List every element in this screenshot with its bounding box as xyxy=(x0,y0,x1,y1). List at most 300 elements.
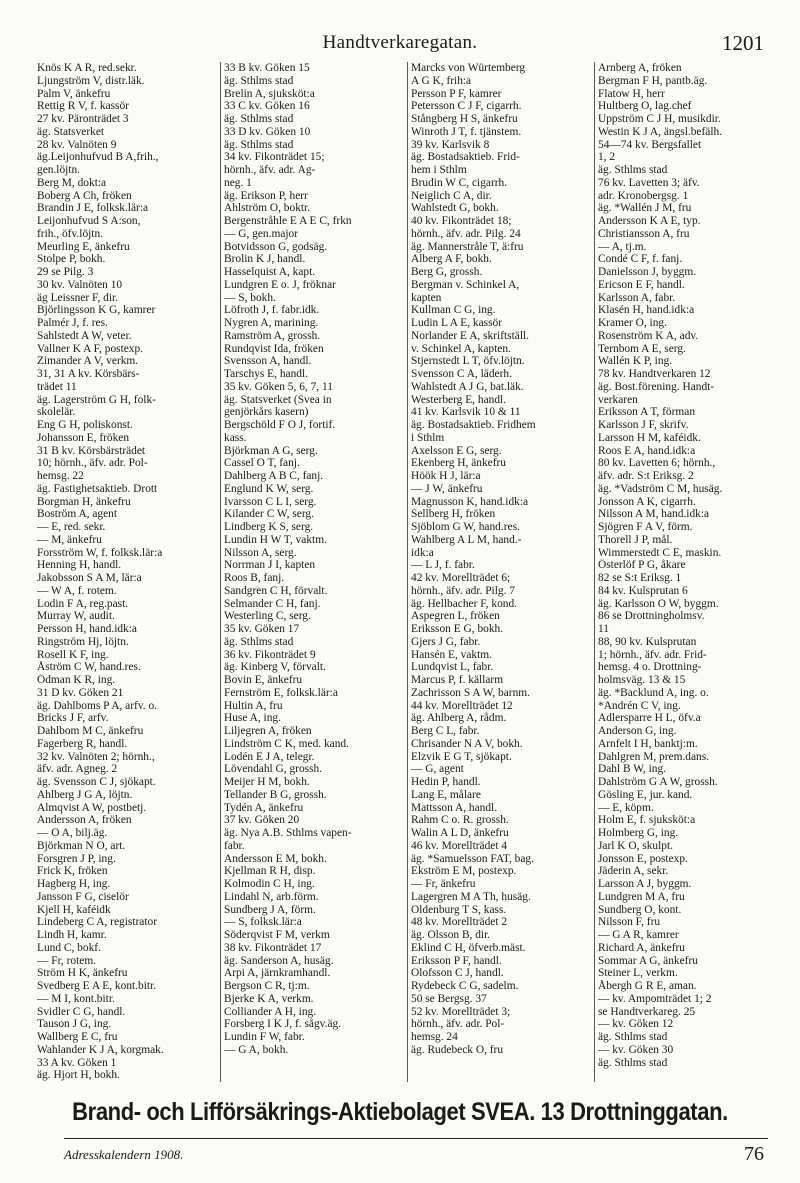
entry-line: Marcks von Würtemberg xyxy=(411,62,526,74)
entry-line: Söderqvist F M, verkm xyxy=(224,929,330,941)
entry-line: Tarschys E, handl. xyxy=(224,368,308,380)
entry-line: äg. Sthlms stad xyxy=(224,113,294,125)
entry-line: Leijonhufvud S A:son, xyxy=(37,215,141,227)
entry-line: 50 se Bergsg. 37 xyxy=(411,992,487,1005)
entry-line: 1, 2 xyxy=(598,151,616,164)
entry-line: Brelin A, sjuksköt:a xyxy=(224,87,315,100)
entry-line: 11 xyxy=(598,623,609,635)
entry-line: Fagerberg R, handl. xyxy=(37,737,128,750)
entry-line: — A, tj.m. xyxy=(598,240,647,253)
entry-line: Nilsson A M, hand.idk:a xyxy=(598,508,710,521)
entry-line: Lundgren E o. J, fröknar xyxy=(224,278,336,291)
entry-line: Westin K J A, ängsl.befälh. xyxy=(598,125,723,138)
entry-line: 40 kv. Fikonträdet 18; xyxy=(411,215,512,227)
entry-line: Rosell K F, ing. xyxy=(37,648,109,661)
entry-line: 1; hörnh., äfv. adr. Frid- xyxy=(598,648,707,661)
entry-line: — W A, f. rotem. xyxy=(37,584,117,597)
entry-line: Zachrisson S A W, barnm. xyxy=(411,686,530,699)
entry-line: Bjerke K A, verkm. xyxy=(224,992,314,1005)
entry-line: Aspegren L, fröken xyxy=(411,610,500,623)
entry-line: Forsström W, f. folksk.lär:a xyxy=(37,546,163,559)
entry-line: 54—74 kv. Bergsfallet xyxy=(598,138,702,151)
entry-line: Bergson C R, tj:m. xyxy=(224,980,310,992)
directory-columns xyxy=(34,62,778,1082)
entry-line: Marcus P, f. källarm xyxy=(411,674,504,686)
entry-line: Rundqvist Ida, fröken xyxy=(224,342,324,355)
entry-line: Ternbom A E, serg. xyxy=(598,342,686,355)
entry-line: Murray W, audit. xyxy=(37,610,115,623)
entry-line: Borgman H, änkefru xyxy=(37,495,131,508)
entry-line: Hultin A, fru xyxy=(224,699,283,712)
entry-line: 37 kv. Göken 20 xyxy=(224,814,300,827)
entry-line: Ludin L A E, kassör xyxy=(411,317,503,329)
entry-line: äg. Hellbacher F, kond. xyxy=(411,597,518,610)
entry-line: äg. Erikson P, herr xyxy=(224,189,308,202)
entry-line: — Fr, änkefru xyxy=(411,878,476,890)
entry-line: Uppström C J H, musikdir. xyxy=(598,113,721,125)
entry-line: Boström A, agent xyxy=(37,508,118,521)
entry-line: Löfroth J, f. fabr.idk. xyxy=(224,304,320,317)
entry-line: Ödman K R, ing. xyxy=(37,674,116,686)
entry-line: Chrisander N A V, bokh. xyxy=(411,737,523,750)
entry-line: 39 kv. Karlsvik 8 xyxy=(411,138,490,151)
entry-line: Dahl B W, ing. xyxy=(598,763,667,776)
entry-line: Wallberg E C, fru xyxy=(37,1031,118,1043)
entry-line: Forsgren J P, ing. xyxy=(37,852,116,865)
entry-line: äg Leissner F, dir. xyxy=(37,291,119,304)
entry-line: Sommar A G, änkefru xyxy=(598,954,698,967)
entry-line: 33 C kv. Göken 16 xyxy=(224,100,310,113)
entry-line: Lindeberg C A, registrator xyxy=(37,916,157,929)
entry-line: Ivarsson C L I, serg. xyxy=(224,495,317,508)
entry-line: Berg C L, fabr. xyxy=(411,725,480,737)
entry-line: äfv. adr. S:t Eriksg. 2 xyxy=(598,470,694,482)
entry-line: Persson H, hand.idk:a xyxy=(37,623,137,635)
entry-line: — L J, f. fabr. xyxy=(411,559,475,572)
entry-line: Lundin F W, fabr. xyxy=(224,1031,305,1043)
entry-line: Danielsson J, byggm. xyxy=(598,266,697,278)
entry-line: 35 kv. Göken 17 xyxy=(224,623,300,635)
entry-line: Björlingsson K G, kamrer xyxy=(37,304,156,317)
entry-line: 44 kv. Morellträdet 12 xyxy=(411,699,513,712)
entry-line: *Andrén C V, ing. xyxy=(598,699,681,712)
entry-line: — M I, kont.bitr. xyxy=(37,992,115,1005)
entry-line: Meijer H M, bokh. xyxy=(224,776,310,788)
entry-line: Tellander B G, grossh. xyxy=(224,788,327,801)
entry-line: äg. Sthlms stad xyxy=(598,1056,668,1069)
entry-line: Höök H J, lär:a xyxy=(411,470,481,482)
entry-line: hörnh., äfv. adr. Pol- xyxy=(411,1018,505,1031)
entry-line: Holmberg G, ing. xyxy=(598,827,679,839)
entry-line: Bergman v. Schinkel A, xyxy=(411,278,520,291)
entry-line: Stångberg H S, änkefru xyxy=(411,113,518,125)
entry-line: — S, folksk.lär:a xyxy=(224,916,302,929)
entry-line: Magnusson K, hand.idk:a xyxy=(411,495,529,508)
entry-line: Flatow H, herr xyxy=(598,87,665,100)
column-4 xyxy=(594,62,781,1082)
entry-line: hemsg. 22 xyxy=(37,470,84,482)
entry-line: Alberg A F, bokh. xyxy=(411,253,492,266)
page-footer xyxy=(64,1138,768,1169)
entry-line: Jäderin A, sekr. xyxy=(598,865,669,878)
entry-line: äg.Leijonhufvud B A,frih., xyxy=(37,151,159,164)
entry-line: äg. *Samuelsson FAT, bag. xyxy=(411,852,534,865)
entry-line: 30 kv. Valnöten 10 xyxy=(37,278,123,291)
entry-line: — E, köpm. xyxy=(598,801,654,814)
entry-line: äg. Sthlms stad xyxy=(224,635,294,648)
entry-line: verkaren xyxy=(598,393,638,406)
entry-line: äfv. adr. Agneg. 2 xyxy=(37,763,118,776)
entry-line: äg. *Vadström C M, husäg. xyxy=(598,482,723,495)
entry-line: idk:a xyxy=(411,546,434,559)
entry-line: 80 kv. Lavetten 6; hörnh., xyxy=(598,457,716,470)
entry-line: hem i Sthlm xyxy=(411,164,467,176)
entry-line: 31 B kv. Körsbärsträdet xyxy=(37,444,146,457)
entry-line: frih., öfv.löjtn. xyxy=(37,227,104,240)
entry-line: äg. Fastighetsaktieb. Drott xyxy=(37,482,158,495)
entry-line: — J W, änkefru xyxy=(411,482,483,495)
entry-line: Fernström E, folksk.lär:a xyxy=(224,686,338,699)
entry-line: 33 D kv. Göken 10 xyxy=(224,125,311,138)
entry-line: Tydén A, änkefru xyxy=(224,801,304,814)
entry-line: Zimander A V, verkm. xyxy=(37,355,139,368)
entry-line: 35 kv. Göken 5, 6, 7, 11 xyxy=(224,380,333,393)
entry-line: Ekenberg H, änkefru xyxy=(411,457,506,470)
entry-line: Larsson H M, kaféidk. xyxy=(598,431,701,444)
entry-line: Karlsson J F, skrifv. xyxy=(598,419,689,431)
entry-line: 84 kv. Kulsprutan 6 xyxy=(598,584,688,597)
entry-line: Neiglich C A, dir. xyxy=(411,189,492,202)
entry-line: Kramer O, ing. xyxy=(598,317,667,329)
entry-line: Sundberg O, kont. xyxy=(598,903,682,916)
entry-line: Meurling E, änkefru xyxy=(37,240,130,253)
entry-line: Sjöblom G W, hand.res. xyxy=(411,521,520,533)
entry-line: — O A, bilj.äg. xyxy=(37,827,108,839)
entry-line: 76 kv. Lavetten 3; äfv. xyxy=(598,176,700,189)
entry-line: 78 kv. Handtverkaren 12 xyxy=(598,368,711,380)
entry-line: Larsson A J, byggm. xyxy=(598,878,692,890)
entry-line: Rahm C o. R. grossh. xyxy=(411,814,509,827)
entry-line: hörnh., äfv. adr. Pilg. 24 xyxy=(411,227,521,240)
entry-line: 48 kv. Morellträdet 2 xyxy=(411,916,508,929)
entry-line: 88, 90 kv. Kulsprutan xyxy=(598,635,697,648)
entry-line: Lagergren M A Th, husäg. xyxy=(411,890,531,903)
entry-line: Lindh H, kamr. xyxy=(37,929,107,941)
entry-line: äg. Sthlms stad xyxy=(224,74,294,87)
entry-line: Tauson J G, ing. xyxy=(37,1018,112,1031)
entry-line: Lodén E J A, telegr. xyxy=(224,750,315,763)
entry-line: holmsväg. 13 & 15 xyxy=(598,674,686,686)
entry-line: 29 se Pilg. 3 xyxy=(37,266,94,278)
entry-line: äg. Hjort H, bokh. xyxy=(37,1069,120,1082)
entry-line: Anderson G, ing. xyxy=(598,725,677,737)
entry-line: Andersson A, fröken xyxy=(37,814,132,827)
entry-line: Gösling E, jur. kand. xyxy=(598,788,693,801)
entry-line: Sahlstedt A W, veter. xyxy=(37,329,132,342)
entry-line: Johansson E, fröken xyxy=(37,431,130,444)
entry-line: äg. Ahlberg A, rådm. xyxy=(411,712,507,725)
entry-line: Kullman C G, ing. xyxy=(411,304,496,317)
entry-line: Svedberg E A E, kont.bitr. xyxy=(37,980,157,992)
entry-line: genjörkårs kasern) xyxy=(224,406,309,419)
entry-line: neg. 1 xyxy=(224,176,252,189)
entry-line: kass. xyxy=(224,431,247,444)
entry-line: — kv. Göken 12 xyxy=(598,1018,674,1031)
entry-line: Wallén K P, ing. xyxy=(598,355,673,368)
entry-line: Hedin P, handl. xyxy=(411,776,481,788)
entry-line: Kolmodin C H, ing. xyxy=(224,878,315,890)
entry-line: Boberg A Ch, fröken xyxy=(37,189,132,202)
entry-line: Lund C, bokf. xyxy=(37,941,101,954)
entry-line: Klasén H, hand.idk:a xyxy=(598,304,695,317)
entry-line: Henning H, handl. xyxy=(37,559,122,572)
entry-line: äg. Bostadsaktieb. Frid- xyxy=(411,151,520,164)
entry-line: Westerberg E, handl. xyxy=(411,393,507,406)
entry-line: äg. Rudebeck O, fru xyxy=(411,1043,504,1056)
entry-line: Andersson K A E, typ. xyxy=(598,215,701,227)
entry-line: Botvidsson G, godsäg. xyxy=(224,240,328,253)
entry-line: Rosenström K A, adv. xyxy=(598,329,699,342)
entry-line: äg. Statsverket xyxy=(37,125,105,138)
entry-line: Walin A L D, änkefru xyxy=(411,827,509,839)
entry-line: Ljungström V, distr.läk. xyxy=(37,74,145,87)
entry-line: äg. Svensson C J, sjökapt. xyxy=(37,776,156,788)
entry-line: Roos B, fanj. xyxy=(224,572,285,584)
entry-line: Hagberg H, ing. xyxy=(37,878,111,890)
entry-line: Elzvik E G T, sjökapt. xyxy=(411,750,512,763)
entry-line: Selmander C H, fanj. xyxy=(224,597,321,610)
entry-line: Eng G H, poliskonst. xyxy=(37,419,133,431)
entry-line: Almqvist A W, postbetj. xyxy=(37,801,147,814)
entry-line: 38 kv. Fikonträdet 17 xyxy=(224,941,322,954)
entry-line: fabr. xyxy=(224,839,245,852)
entry-line: Gjers J G, fabr. xyxy=(411,635,481,648)
entry-line: Lindström C K, med. kand. xyxy=(224,737,349,750)
entry-line: — G A R, kamrer xyxy=(598,929,679,941)
entry-line: Berg G, grossh. xyxy=(411,266,483,278)
svea-advertisement: Brand- och Lifförsäkrings-Aktiebolaget SVEA. 13 Drottninggatan. xyxy=(72,1097,728,1126)
entry-line: Eriksson P F, handl. xyxy=(411,954,502,967)
entry-line: Persson P F, kamrer xyxy=(411,87,502,100)
entry-line: Cassel O T, fanj. xyxy=(224,457,300,470)
entry-line: v. Schinkel A, kapten. xyxy=(411,342,511,355)
entry-line: Svidler C G, handl. xyxy=(37,1005,126,1018)
entry-line: Kjellman R H, disp. xyxy=(224,865,316,878)
entry-line: Kilander C W, serg. xyxy=(224,508,314,521)
entry-line: Lundin H W T, vaktm. xyxy=(224,533,327,546)
entry-line: Ramström A, grossh. xyxy=(224,329,321,342)
entry-line: Wahlander K J A, korgmak. xyxy=(37,1043,164,1056)
entry-line: — S, bokh. xyxy=(224,291,276,304)
entry-line: Frick K, fröken xyxy=(37,865,108,878)
entry-line: Bovin E, änkefru xyxy=(224,674,303,686)
entry-line: Norrman J I, kapten xyxy=(224,559,316,572)
entry-line: Steiner L, verkm. xyxy=(598,967,678,980)
entry-line: Wimmerstedt C E, maskin. xyxy=(598,546,722,559)
entry-line: — kv. Göken 30 xyxy=(598,1043,674,1056)
entry-line: 46 kv. Morellträdet 4 xyxy=(411,839,508,852)
entry-line: Englund K W, serg. xyxy=(224,482,314,495)
entry-line: äg. Lagerström G H, folk- xyxy=(37,393,156,406)
entry-line: Jarl K O, skulpt. xyxy=(598,839,673,852)
entry-line: Kjell H, kaféidk xyxy=(37,903,111,916)
entry-line: — E, red. sekr. xyxy=(37,521,106,533)
entry-line: Sjögren F A V, förm. xyxy=(598,521,693,533)
footer-source: Adresskalendern 1908. xyxy=(64,1147,184,1162)
entry-line: Lang E, målare xyxy=(411,788,481,801)
entry-line: Arpi A, järnkramhandl. xyxy=(224,967,331,980)
entry-line: Nilsson A, serg. xyxy=(224,546,297,559)
street-title: Handtverkaregatan. xyxy=(322,32,478,53)
entry-line: Axelsson E G, serg. xyxy=(411,444,502,457)
entry-line: Lundqvist L, fabr. xyxy=(411,661,494,674)
entry-line: äg. Mannerstråle T, ä:fru xyxy=(411,240,524,253)
entry-line: Jansson F G, ciselör xyxy=(37,890,129,903)
entry-line: Hasselquist A, kapt. xyxy=(224,266,316,278)
entry-line: 27 kv. Päronträdet 3 xyxy=(37,113,129,125)
entry-line: äg. Sthlms stad xyxy=(598,164,668,176)
entry-line: Ringström Hj, löjtn. xyxy=(37,635,129,648)
entry-line: — G, gen.major xyxy=(224,227,299,240)
entry-line: 33 B kv. Göken 15 xyxy=(224,62,310,74)
entry-line: 32 kv. Valnöten 2; hörnh., xyxy=(37,750,155,763)
entry-line: hemsg. 4 o. Drottning- xyxy=(598,661,702,674)
entry-line: äg. Dahlboms P A, arfv. o. xyxy=(37,699,158,712)
entry-line: Brudin W C, cigarrh. xyxy=(411,176,508,189)
page-number: 1201 xyxy=(722,31,764,55)
entry-line: Knös K A R, red.sekr. xyxy=(37,62,137,74)
entry-line: Palm V, änkefru xyxy=(37,87,111,100)
entry-line: 86 se Drottningholmsv. xyxy=(598,610,705,623)
entry-line: Dahlbom M C, änkefru xyxy=(37,725,144,737)
entry-line: Ström H K, änkefru xyxy=(37,967,128,980)
entry-line: äg. Olsson B, dir. xyxy=(411,929,491,941)
entry-line: Stolpe P, bokh. xyxy=(37,253,106,266)
entry-line: Christiansson A, fru xyxy=(598,227,690,240)
entry-line: Huse A, ing. xyxy=(224,712,281,725)
entry-line: Liljegren A, fröken xyxy=(224,725,312,737)
entry-line: äg. *Backlund A, ing. o. xyxy=(598,686,709,699)
entry-line: äg. Karlsson O W, byggm. xyxy=(598,597,719,610)
entry-line: Ekström E M, postexp. xyxy=(411,865,517,878)
entry-line: Vallner K A F, postexp. xyxy=(37,342,144,355)
entry-line: 41 kv. Karlsvik 10 & 11 xyxy=(411,406,521,419)
entry-line: Roos E A, hand.idk:a xyxy=(598,444,696,457)
entry-line: Björkman N O, art. xyxy=(37,839,126,852)
entry-line: äg. Kinberg V, förvalt. xyxy=(224,661,326,674)
entry-line: äg. Sthlms stad xyxy=(598,1031,668,1043)
entry-line: Oldenburg T S, kass. xyxy=(411,903,507,916)
entry-line: Petersson C J F, cigarrh. xyxy=(411,100,522,113)
entry-line: Österlöf P G, åkare xyxy=(598,559,686,572)
entry-line: Arnberg A, fröken xyxy=(598,62,682,74)
entry-line: Stjernstedt L T, öfv.löjtn. xyxy=(411,355,525,368)
entry-line: Condé C F, f. fanj. xyxy=(598,253,683,266)
entry-line: 36 kv. Fikonträdet 9 xyxy=(224,648,316,661)
entry-line: Ahlberg J G A, löjtn. xyxy=(37,788,133,801)
entry-line: 31, 31 A kv. Körsbärs- xyxy=(37,368,140,380)
entry-line: — G A, bokh. xyxy=(224,1043,289,1056)
entry-line: 34 kv. Fikonträdet 15; xyxy=(224,151,325,164)
entry-line: Bergschöld F O J, fortif. xyxy=(224,419,336,431)
footer-page-number: 76 xyxy=(744,1143,764,1165)
entry-line: Dahlgren M, prem.dans. xyxy=(598,750,710,763)
entry-line: Dahlberg A B C, fanj. xyxy=(224,470,324,482)
entry-line: Winroth J T, f. tjänstem. xyxy=(411,125,522,138)
entry-line: hemsg. 24 xyxy=(411,1031,458,1043)
entry-line: 31 D kv. Göken 21 xyxy=(37,686,124,699)
entry-line: — G, agent xyxy=(411,763,464,776)
entry-line: Eriksson E G, bokh. xyxy=(411,623,504,635)
entry-line: A G K, frih:a xyxy=(411,74,472,87)
entry-line: Rettig R V, f. kassör xyxy=(37,100,129,113)
entry-line: Wahlberg A L M, hand.- xyxy=(411,533,522,546)
entry-line: Rydebeck C G, sadelm. xyxy=(411,980,519,992)
entry-line: Thorell J P, mål. xyxy=(598,533,673,546)
entry-line: i Sthlm xyxy=(411,431,445,444)
entry-line: Åbergh G R E, aman. xyxy=(598,980,697,992)
entry-line: Nilsson F, fru xyxy=(598,916,661,929)
entry-line: Jakobsson S A M, lär:a xyxy=(37,572,142,584)
entry-line: Bergenstråhle E A E C, frkn xyxy=(224,215,352,227)
entry-line: äg. Nya A.B. Sthlms vapen- xyxy=(224,827,352,839)
entry-line: äg. Sthlms stad xyxy=(224,138,294,151)
entry-line: Palmér J, f. res. xyxy=(37,317,108,329)
entry-line: Andersson E M, bokh. xyxy=(224,852,327,865)
entry-line: Lodin F A, reg.past. xyxy=(37,597,129,610)
entry-line: 10; hörnh., äfv. adr. Pol- xyxy=(37,457,148,470)
entry-line: Eriksson A T, förman xyxy=(598,406,696,419)
entry-line: Jonsson E, postexp. xyxy=(598,852,688,865)
entry-line: äg. Sanderson A, husäg. xyxy=(224,954,334,967)
entry-line: äg. Bostadsaktieb. Fridhem xyxy=(411,419,536,431)
entry-line: Sandgren C H, förvalt. xyxy=(224,584,328,597)
page-header xyxy=(0,26,800,56)
entry-line: — Fr, rotem. xyxy=(37,954,97,967)
entry-line: hörnh., äfv. adr. Pilg. 7 xyxy=(411,584,515,597)
entry-line: Brandin J E, folksk.lär:a xyxy=(37,202,149,215)
entry-line: Adlersparre H L, öfv.a xyxy=(598,712,701,725)
entry-line: Olofsson C J, handl. xyxy=(411,967,504,980)
entry-line: Nygren A, marining. xyxy=(224,317,319,329)
entry-line: Sellberg H, fröken xyxy=(411,508,496,521)
entry-line: adr. Kronobergsg. 1 xyxy=(598,189,689,202)
column-2 xyxy=(220,62,407,1082)
entry-line: 82 se S:t Eriksg. 1 xyxy=(598,572,682,584)
entry-line: Hansén E, vaktm. xyxy=(411,648,492,661)
entry-line: — kv. Ampomträdet 1; 2 xyxy=(598,992,712,1005)
entry-line: se Handtverkareg. 25 xyxy=(598,1005,696,1018)
entry-line: Forsberg I K J, f. sågv.äg. xyxy=(224,1018,342,1031)
entry-line: Svensson C A, läderh. xyxy=(411,368,512,380)
entry-line: Colliander A H, ing. xyxy=(224,1005,317,1018)
entry-line: Åström C W, hand.res. xyxy=(37,661,141,674)
entry-line: Arnfelt I H, banktj:m. xyxy=(598,737,698,750)
entry-line: Brolin K J, handl. xyxy=(224,253,306,266)
entry-line: Bricks J F, arfv. xyxy=(37,712,109,725)
entry-line: Wahlstedt A J G, bat.läk. xyxy=(411,380,524,393)
entry-line: Westerling C, serg. xyxy=(224,610,311,623)
entry-line: Norlander E A, skriftställ. xyxy=(411,329,529,342)
entry-line: Richard A, änkefru xyxy=(598,941,685,954)
entry-line: Dahlström G A W, grossh. xyxy=(598,776,718,788)
entry-line: Berg M, dokt:a xyxy=(37,176,107,189)
entry-line: Lövendahl G, grossh. xyxy=(224,763,323,776)
entry-line: hörnh., äfv. adr. Ag- xyxy=(224,164,316,176)
entry-line: Ahlström O, boktr. xyxy=(224,202,311,215)
entry-line: äg. *Wallén J M, fru xyxy=(598,202,692,215)
entry-line: Lundgren M A, fru xyxy=(598,890,685,903)
